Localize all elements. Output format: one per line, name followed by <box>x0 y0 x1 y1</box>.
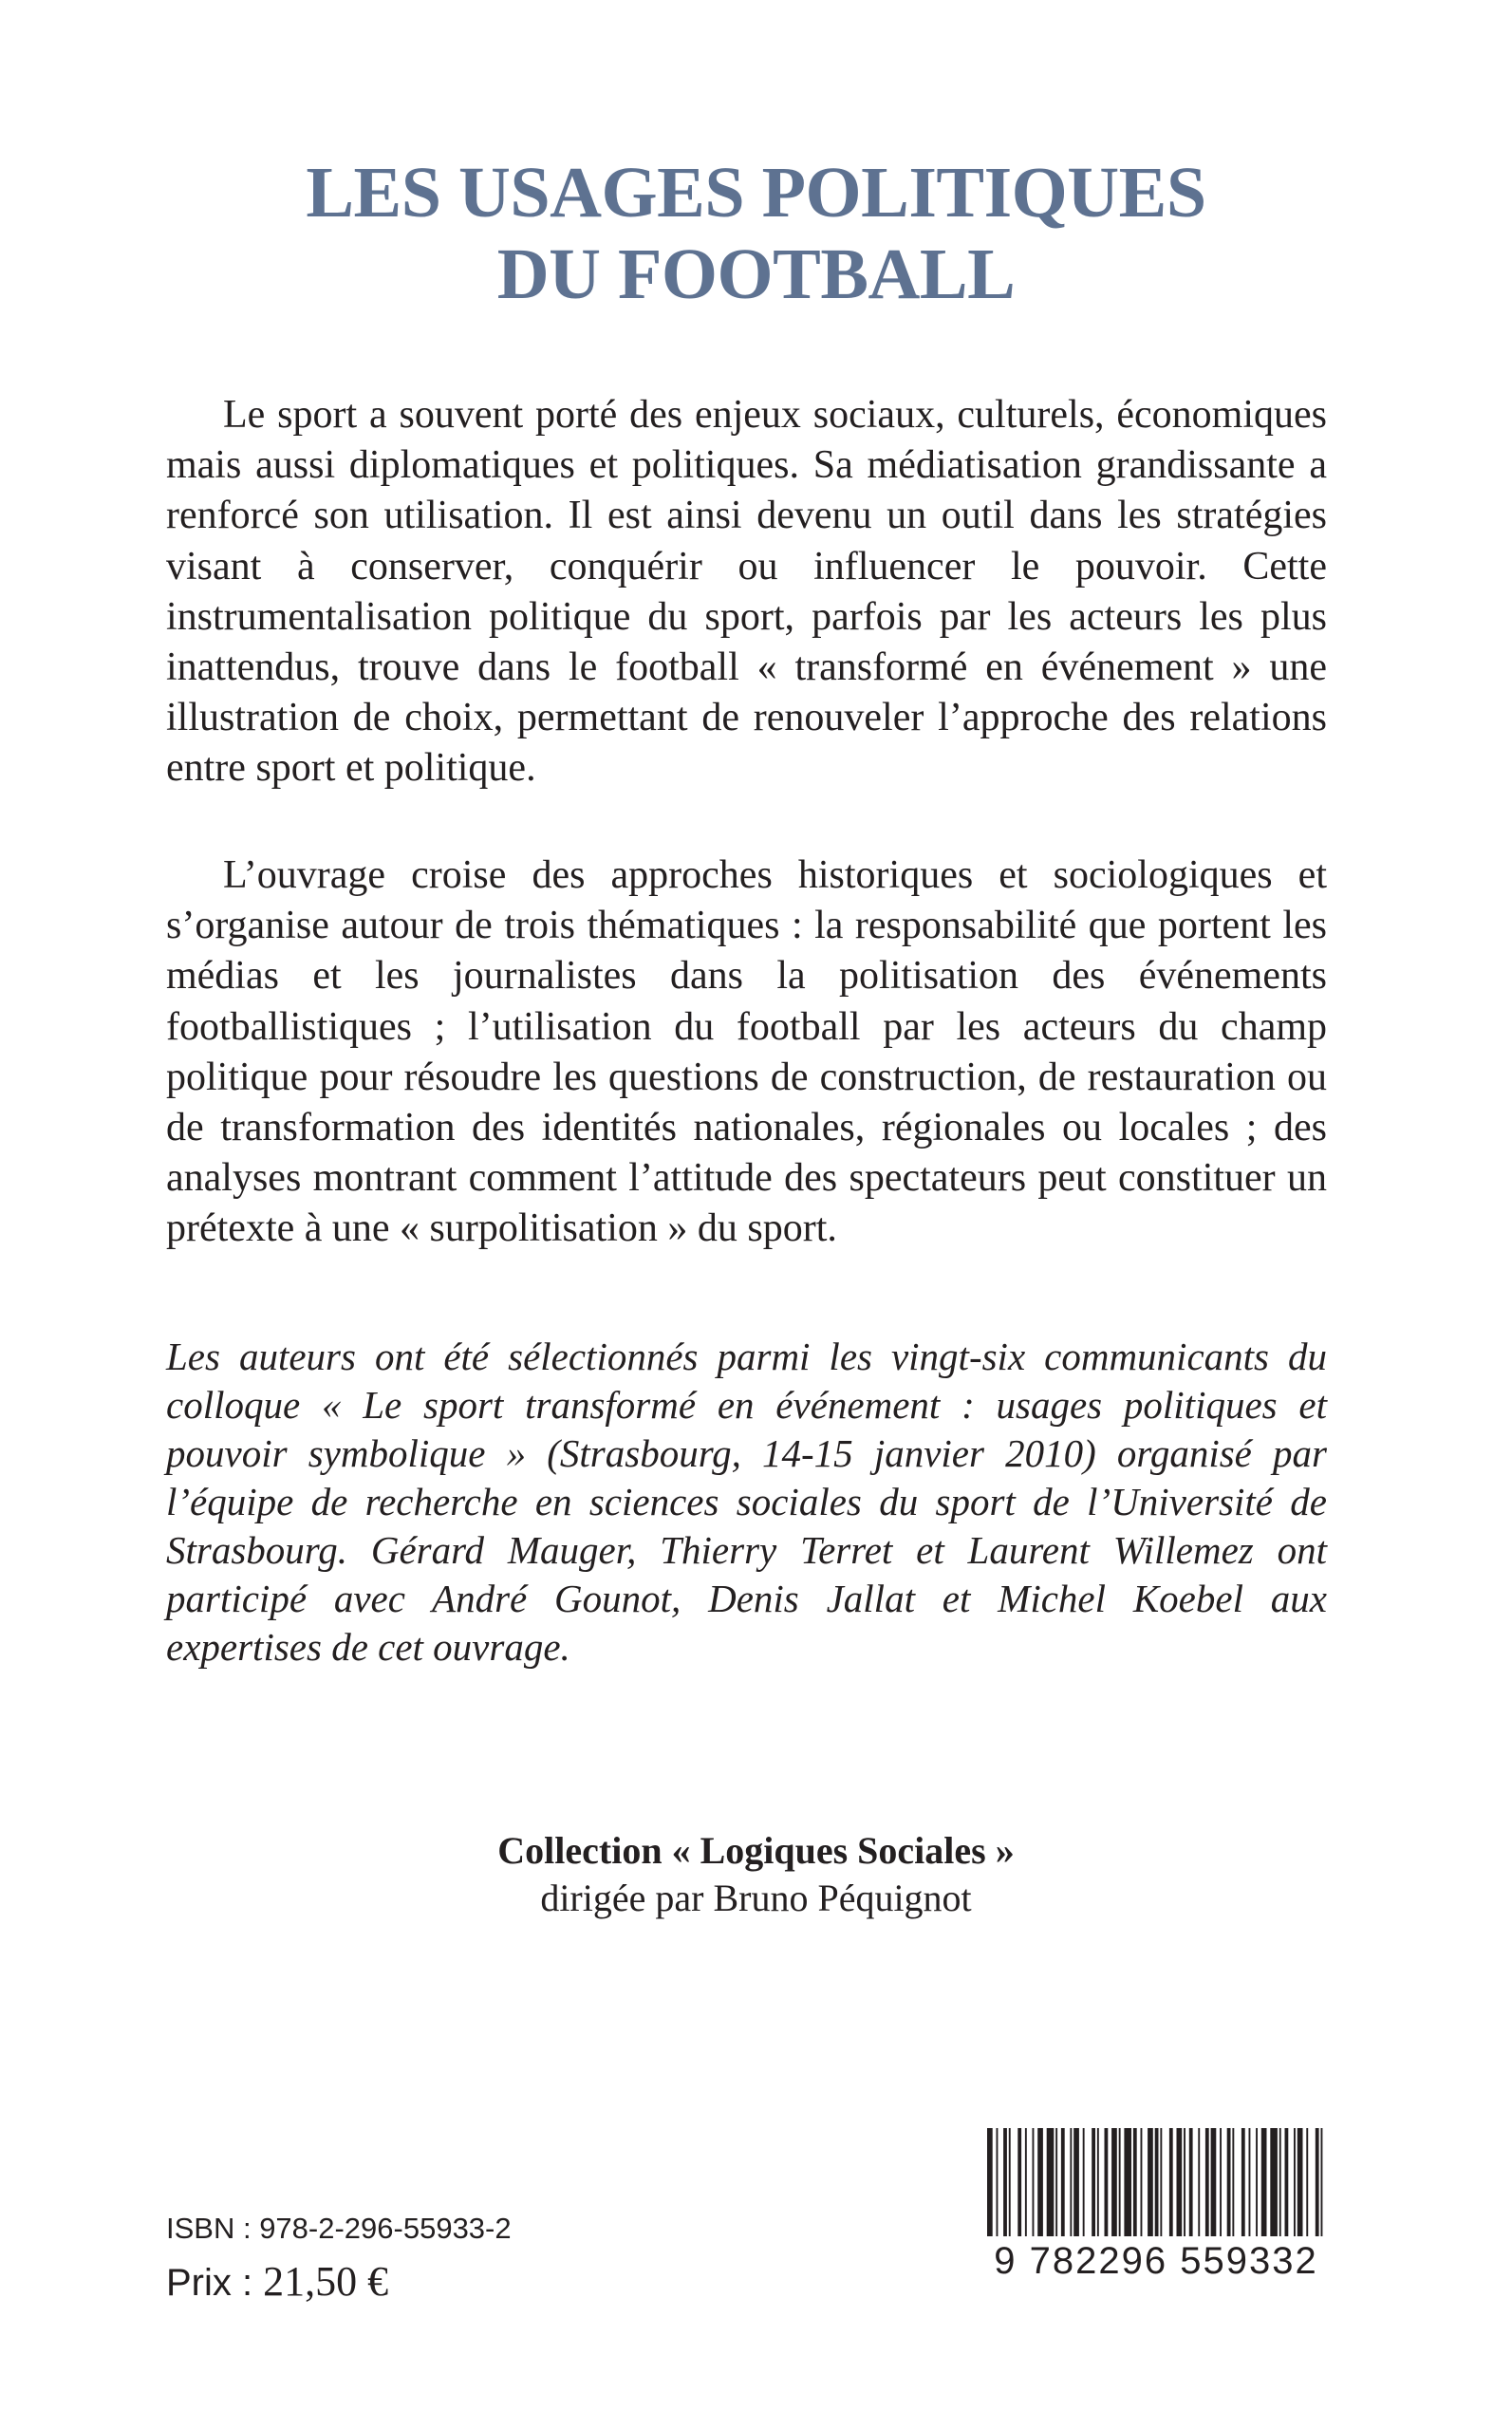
barcode-bar <box>1009 2128 1011 2246</box>
barcode-bar <box>1083 2128 1085 2246</box>
summary-text-2: L’ouvrage croise des approches historiques et sociologiques et s’organise autour de trois thématiques : la responsabilité que portent les médias et les journalistes dans la politisation des événements footballistiques ; l’utilisation du football par les acteurs du champ politique pour résoudre les questions de construction, de restauration ou de transformation des identités nationales, régionales ou locales ; des analyses montrant comment l’attitude des spectateurs peut constituer un prétexte à une « surpolitisation » du sport. <box>166 853 1327 1251</box>
summary-text-1: Le sport a souvent porté des enjeux sociaux, culturels, économiques mais aussi diplomatiques et politiques. Sa médiatisation grandissante a renforcé son utilisation. Il est ainsi devenu un outil dans les stratégies visant à conserver, conquérir ou influencer le pouvoir. Cette instrumentalisation politique du sport, parfois par les acteurs les plus inattendus, trouve dans le football « transformé en événement » une illustration de choix, permettant de renouveler l’approche des relations entre sport et politique. <box>166 393 1327 791</box>
barcode-bar <box>1141 2128 1143 2246</box>
barcode-bar <box>1169 2128 1173 2246</box>
barcode-bar <box>1119 2128 1121 2246</box>
collection-director: dirigée par Bruno Péquignot <box>540 1877 972 1919</box>
barcode-digits: 9 782296 559332 <box>980 2236 1333 2286</box>
barcode-bar <box>1177 2128 1183 2246</box>
barcode-bar <box>1155 2128 1159 2246</box>
barcode-bar <box>1097 2128 1099 2246</box>
barcode-bar <box>1047 2128 1055 2246</box>
authors-note: Les auteurs ont été sélectionnés parmi les vingt-six communicants du colloque « Le sport transformé en événement : usages politiques et pouvoir symbolique » (Strasbourg, 14-15 janvier 2010) organisé par l’équipe de recherche en sciences sociales du sport de l’Université de Strasbourg. Gérard Mauger, Thierry Terret et Laurent Willemez ont participé avec André Gounot, Denis Jallat et Michel Koebel aux expertises de cet ouvrage. <box>166 1335 1327 1669</box>
barcode-bar <box>1092 2128 1095 2246</box>
barcode-bar <box>1070 2128 1072 2246</box>
barcode-bar <box>1316 2128 1319 2246</box>
barcode-bar <box>1285 2128 1289 2246</box>
barcode-bar <box>987 2128 993 2246</box>
price <box>166 2257 388 2306</box>
book-title <box>0 152 1512 315</box>
price-label: Prix : <box>166 2262 253 2304</box>
summary-paragraph-2 <box>166 850 1327 1255</box>
collection-name: Collection « Logiques Sociales » <box>497 1829 1015 1872</box>
barcode-bar <box>1241 2128 1245 2246</box>
barcode-bar <box>1111 2128 1117 2246</box>
barcode-bar <box>1227 2128 1231 2246</box>
barcode-bar <box>1105 2128 1109 2246</box>
barcode-bar <box>1061 2128 1065 2246</box>
title-line-2: DU FOOTBALL <box>496 234 1016 314</box>
barcode-bar <box>1261 2128 1267 2246</box>
barcode-bar <box>1148 2128 1153 2246</box>
barcode-bar <box>1184 2128 1185 2246</box>
title-line-1: LES USAGES POLITIQUES <box>306 153 1206 233</box>
barcode-bar <box>1306 2128 1308 2246</box>
barcode-bar <box>1003 2128 1007 2246</box>
barcode-bar <box>1073 2128 1079 2246</box>
barcode-bar <box>1025 2128 1027 2246</box>
barcode-bar <box>1124 2128 1131 2246</box>
barcode-bar <box>1055 2128 1057 2246</box>
isbn-number: ISBN : 978-2-296-55933-2 <box>166 2212 512 2245</box>
barcode-bar <box>1037 2128 1043 2246</box>
barcode-bar <box>1297 2128 1303 2246</box>
summary-paragraph-1 <box>166 390 1327 794</box>
barcode-bar <box>1249 2128 1251 2246</box>
barcode-bar <box>997 2128 999 2246</box>
barcode-bars <box>980 2128 1333 2246</box>
barcode-bar <box>1033 2128 1035 2246</box>
barcode-bar <box>1205 2128 1209 2246</box>
barcode-bar <box>1189 2128 1193 2246</box>
barcode-bar <box>1133 2128 1137 2246</box>
price-value: 21,50 € <box>252 2258 389 2305</box>
barcode-bar <box>1279 2128 1281 2246</box>
barcode-bar <box>1017 2128 1021 2246</box>
barcode-bar <box>1294 2128 1296 2246</box>
barcode-bar <box>1270 2128 1278 2246</box>
barcode-bar <box>1198 2128 1200 2246</box>
barcode-bar <box>1232 2128 1234 2246</box>
barcode-bar <box>1211 2128 1217 2246</box>
barcode-bar <box>1256 2128 1258 2246</box>
barcode-bar <box>1220 2128 1222 2246</box>
barcode-bar <box>1321 2128 1323 2246</box>
barcode-bar <box>1160 2128 1162 2246</box>
